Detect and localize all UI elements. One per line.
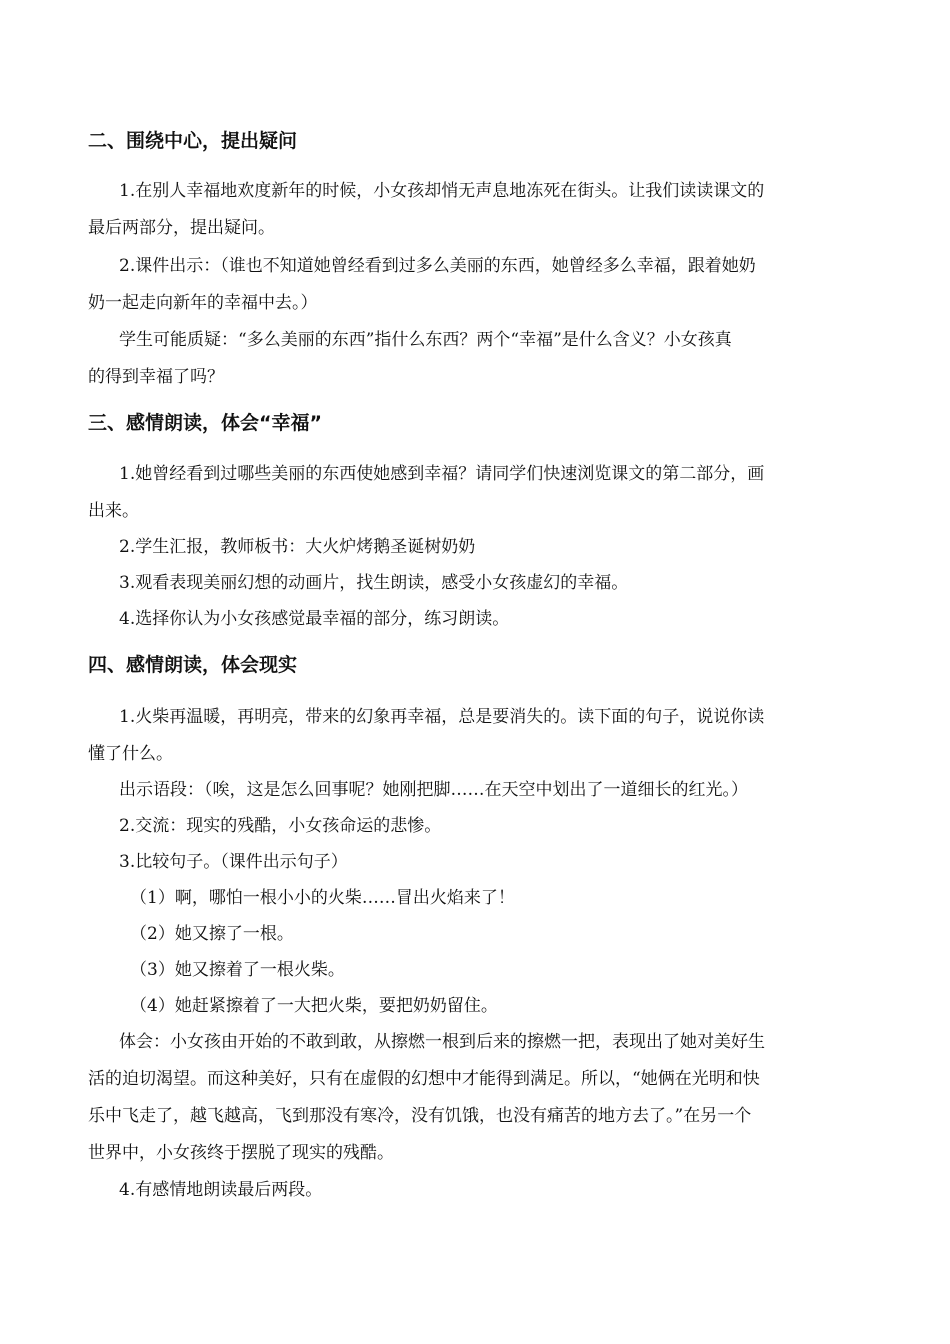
paragraph-line: 体会：小女孩由开始的不敢到敢，从擦燃一根到后来的擦燃一把，表现出了她对美好生: [119, 1032, 765, 1052]
paragraph-line: 2.课件出示：（谁也不知道她曾经看到过多么美丽的东西，她曾经多么幸福，跟着她奶: [119, 256, 756, 276]
paragraph-line: 出来。: [88, 501, 139, 521]
paragraph-line: 最后两部分，提出疑问。: [88, 218, 275, 238]
paragraph-line: 懂了什么。: [88, 744, 173, 764]
paragraph-line: 2.交流：现实的残酷，小女孩命运的悲惨。: [119, 816, 442, 836]
paragraph-line: 乐中飞走了，越飞越高，飞到那没有寒冷，没有饥饿，也没有痛苦的地方去了。”在另一个: [88, 1106, 752, 1126]
paragraph-line: 奶一起走向新年的幸福中去。）: [88, 293, 318, 313]
paragraph-line: 3.观看表现美丽幻想的动画片，找生朗读，感受小女孩虚幻的幸福。: [119, 573, 629, 593]
paragraph-line: 出示语段：（唉，这是怎么回事呢？她刚把脚……在天空中划出了一道细长的红光。）: [119, 780, 748, 800]
paragraph-line: 1.在别人幸福地欢度新年的时候，小女孩却悄无声息地冻死在街头。让我们读读课文的: [119, 181, 765, 201]
paragraph-line: 1.她曾经看到过哪些美丽的东西使她感到幸福？请同学们快速浏览课文的第二部分，画: [119, 464, 765, 484]
paragraph-line: 世界中，小女孩终于摆脱了现实的残酷。: [88, 1143, 394, 1163]
paragraph-line: 学生可能质疑：“多么美丽的东西”指什么东西？两个“幸福”是什么含义？小女孩真: [119, 330, 732, 350]
list-item: （1）啊，哪怕一根小小的火柴……冒出火焰来了！: [130, 888, 515, 908]
list-item: （3）她又擦着了一根火柴。: [130, 960, 345, 980]
paragraph-line: 活的迫切渴望。而这种美好，只有在虚假的幻想中才能得到满足。所以，“她俩在光明和快: [88, 1069, 760, 1089]
section-heading-4: 四、感情朗读，体会现实: [88, 654, 298, 676]
section-heading-3: 三、感情朗读，体会“幸福”: [88, 412, 322, 434]
paragraph-line: 的得到幸福了吗？: [88, 367, 224, 387]
section-heading-2: 二、围绕中心，提出疑问: [88, 130, 298, 152]
list-item: （2）她又擦了一根。: [130, 924, 294, 944]
paragraph-line: 4.有感情地朗读最后两段。: [119, 1180, 323, 1200]
paragraph-line: 2.学生汇报，教师板书：大火炉烤鹅圣诞树奶奶: [119, 537, 476, 557]
list-item: （4）她赶紧擦着了一大把火柴，要把奶奶留住。: [130, 996, 498, 1016]
paragraph-line: 1.火柴再温暖，再明亮，带来的幻象再幸福，总是要消失的。读下面的句子，说说你读: [119, 707, 765, 727]
paragraph-line: 4.选择你认为小女孩感觉最幸福的部分，练习朗读。: [119, 609, 510, 629]
paragraph-line: 3.比较句子。（课件出示句子）: [119, 852, 348, 872]
